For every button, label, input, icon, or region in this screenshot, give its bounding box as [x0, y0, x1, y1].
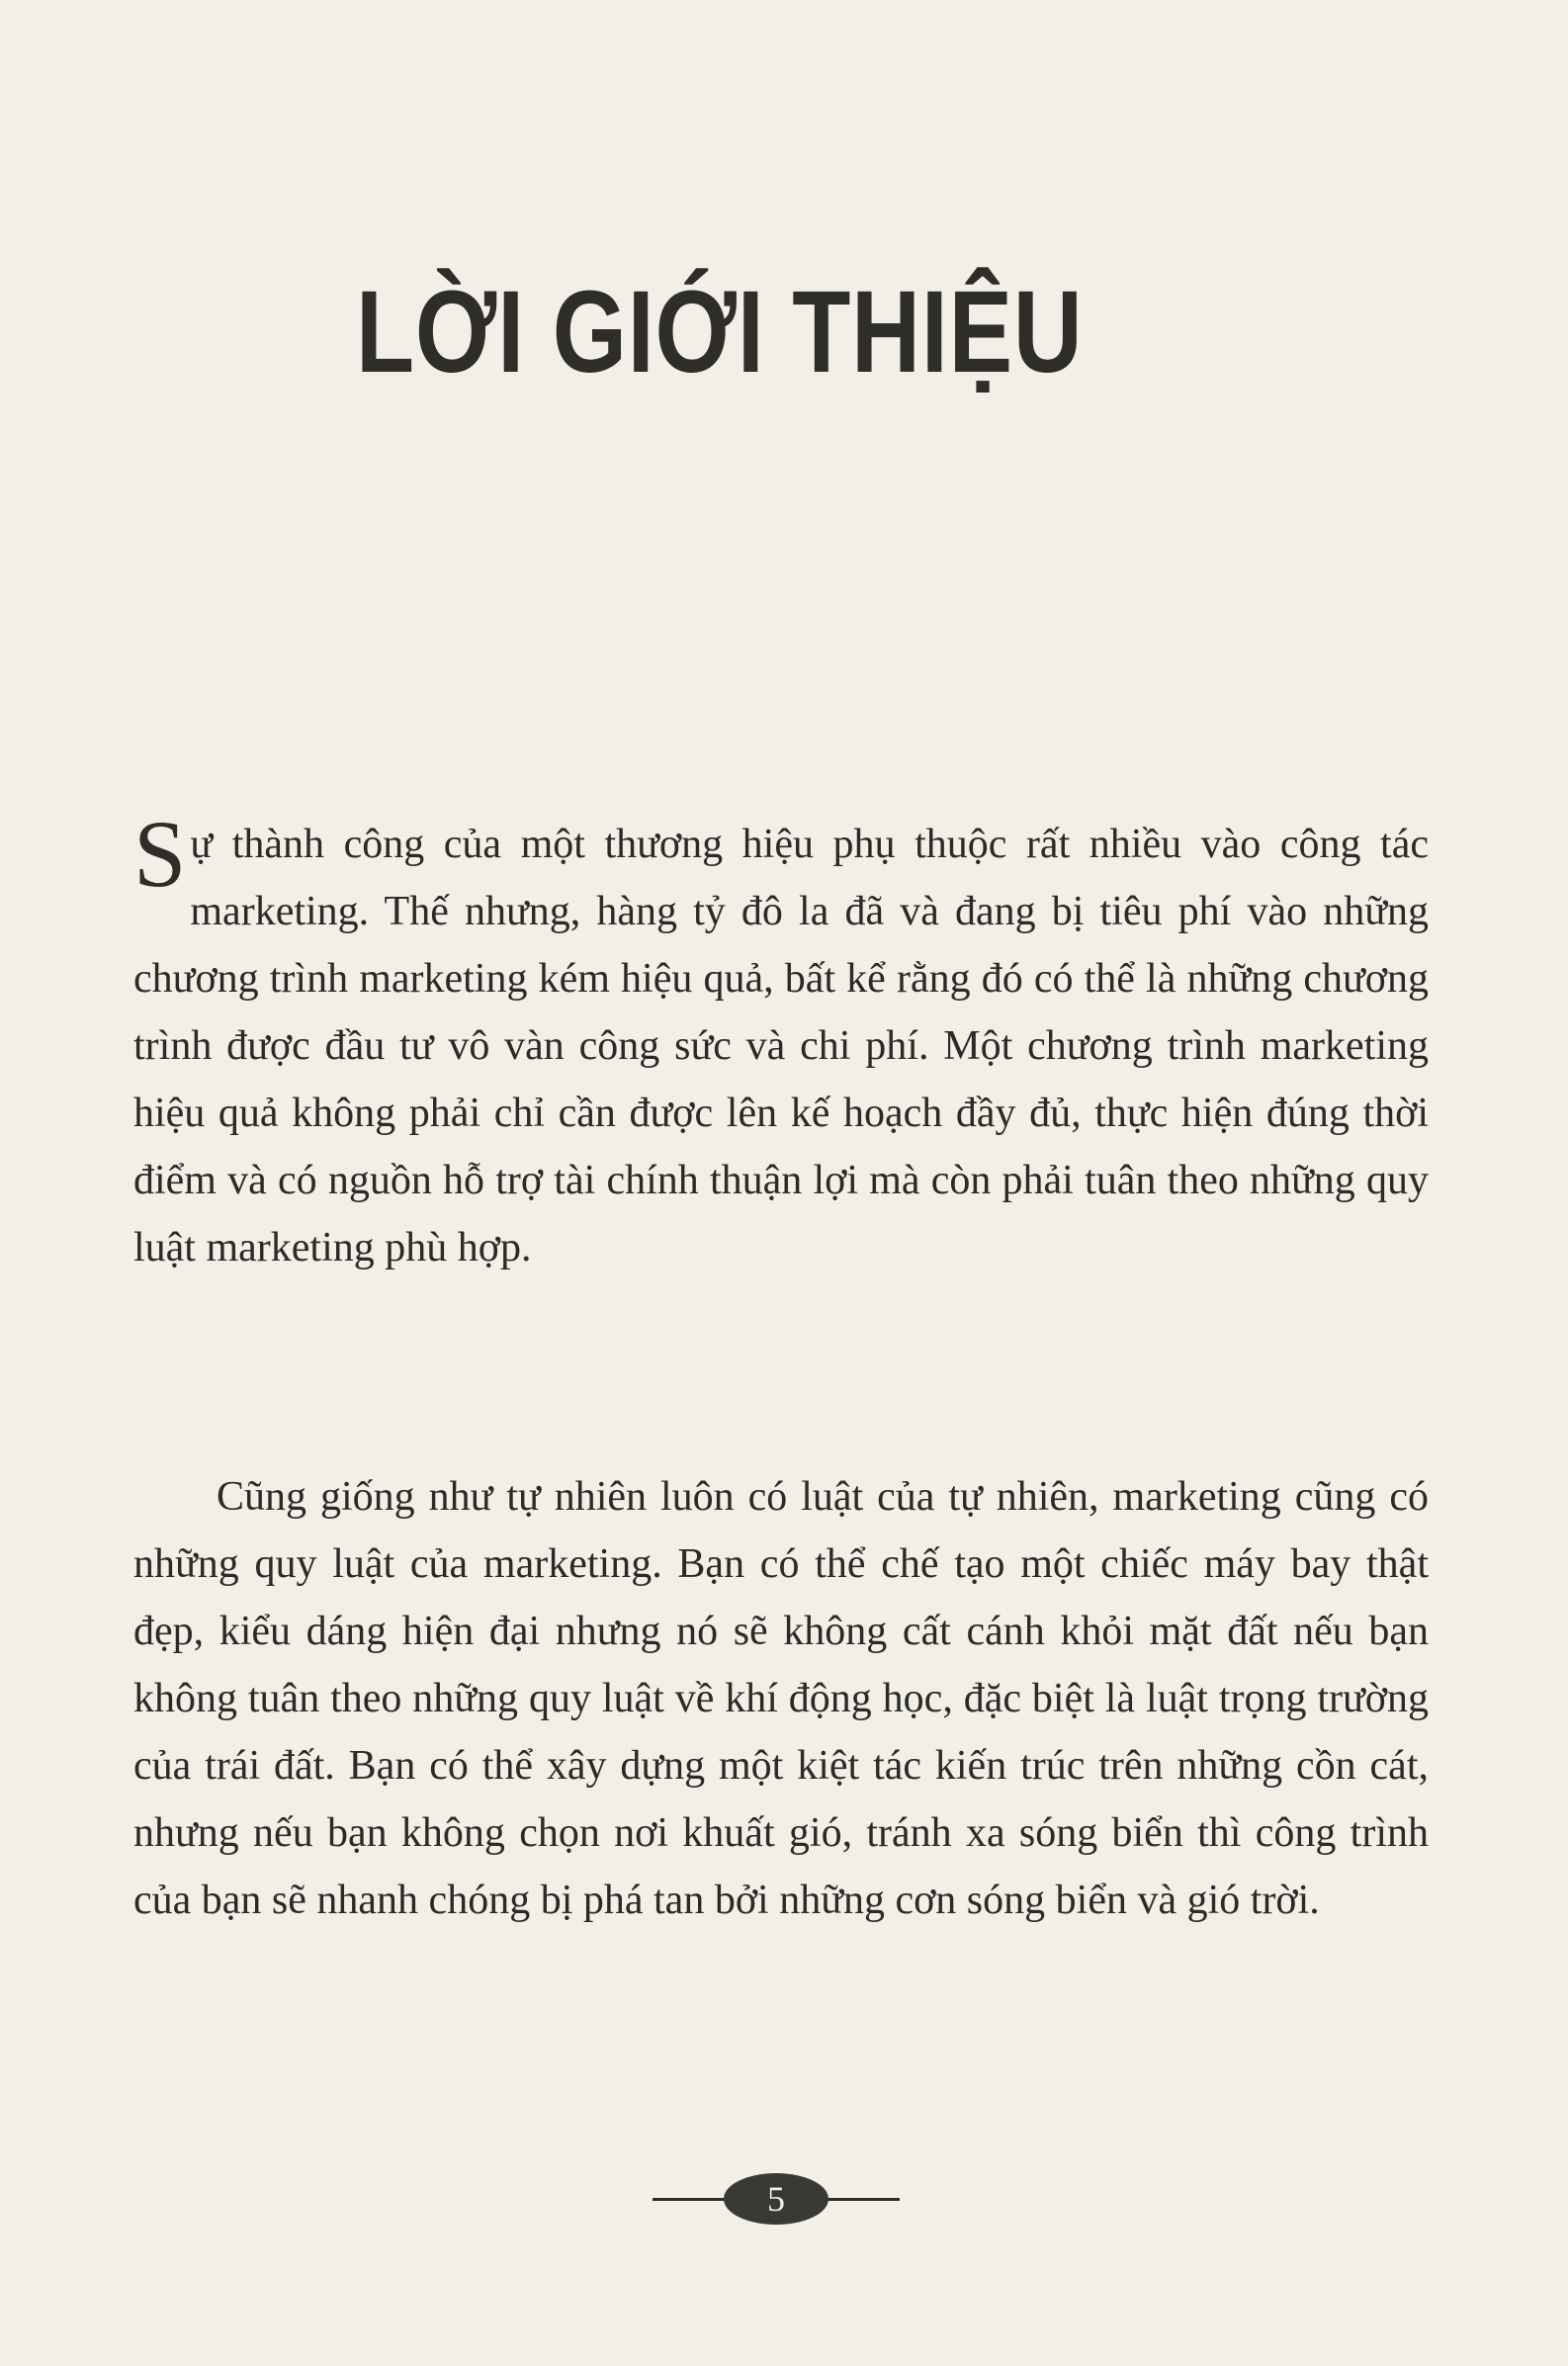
paragraph-1 — [133, 801, 1429, 1281]
paragraph-1-text: ự thành công của một thương hiệu phụ thuộc rất nhiều vào công tác marketing. Thế nhưng, hàng tỷ đô la đã và đang bị tiêu phí vào những chương trình marketing kém hiệu quả, bất kể rằng đó có thể là những chương trình được đầu tư vô vàn công sức và chi phí. Một chương trình marketing hiệu quả không phải chỉ cần được lên kế hoạch đầy đủ, thực hiện đúng thời điểm và có nguồn hỗ trợ tài chính thuận lợi mà còn phải tuân theo những quy luật marketing phù hợp. — [133, 822, 1429, 1271]
page-number-ornament — [653, 2171, 900, 2227]
page-number: 5 — [724, 2173, 828, 2225]
ornament-line-left — [653, 2198, 734, 2201]
ornament-line-right — [819, 2198, 900, 2201]
paragraph-2: Cũng giống như tự nhiên luôn có luật của tự nhiên, marketing cũng có những quy luật của marketing. Bạn có thể chế tạo một chiếc máy bay thật đẹp, kiểu dáng hiện đại nhưng nó sẽ không cất cánh khỏi mặt đất nếu bạn không tuân theo những quy luật về khí động học, đặc biệt là luật trọng trường của trái đất. Bạn có thể xây dựng một kiệt tác kiến trúc trên những cồn cát, nhưng nếu bạn không chọn nơi khuất gió, tránh xa sóng biển thì công trình của bạn sẽ nhanh chóng bị phá tan bởi những cơn sóng biển và gió trời. — [133, 1474, 1429, 1923]
drop-cap-letter: S — [133, 801, 187, 907]
chapter-title: LỜI GIỚI THIỆU — [356, 267, 1084, 397]
